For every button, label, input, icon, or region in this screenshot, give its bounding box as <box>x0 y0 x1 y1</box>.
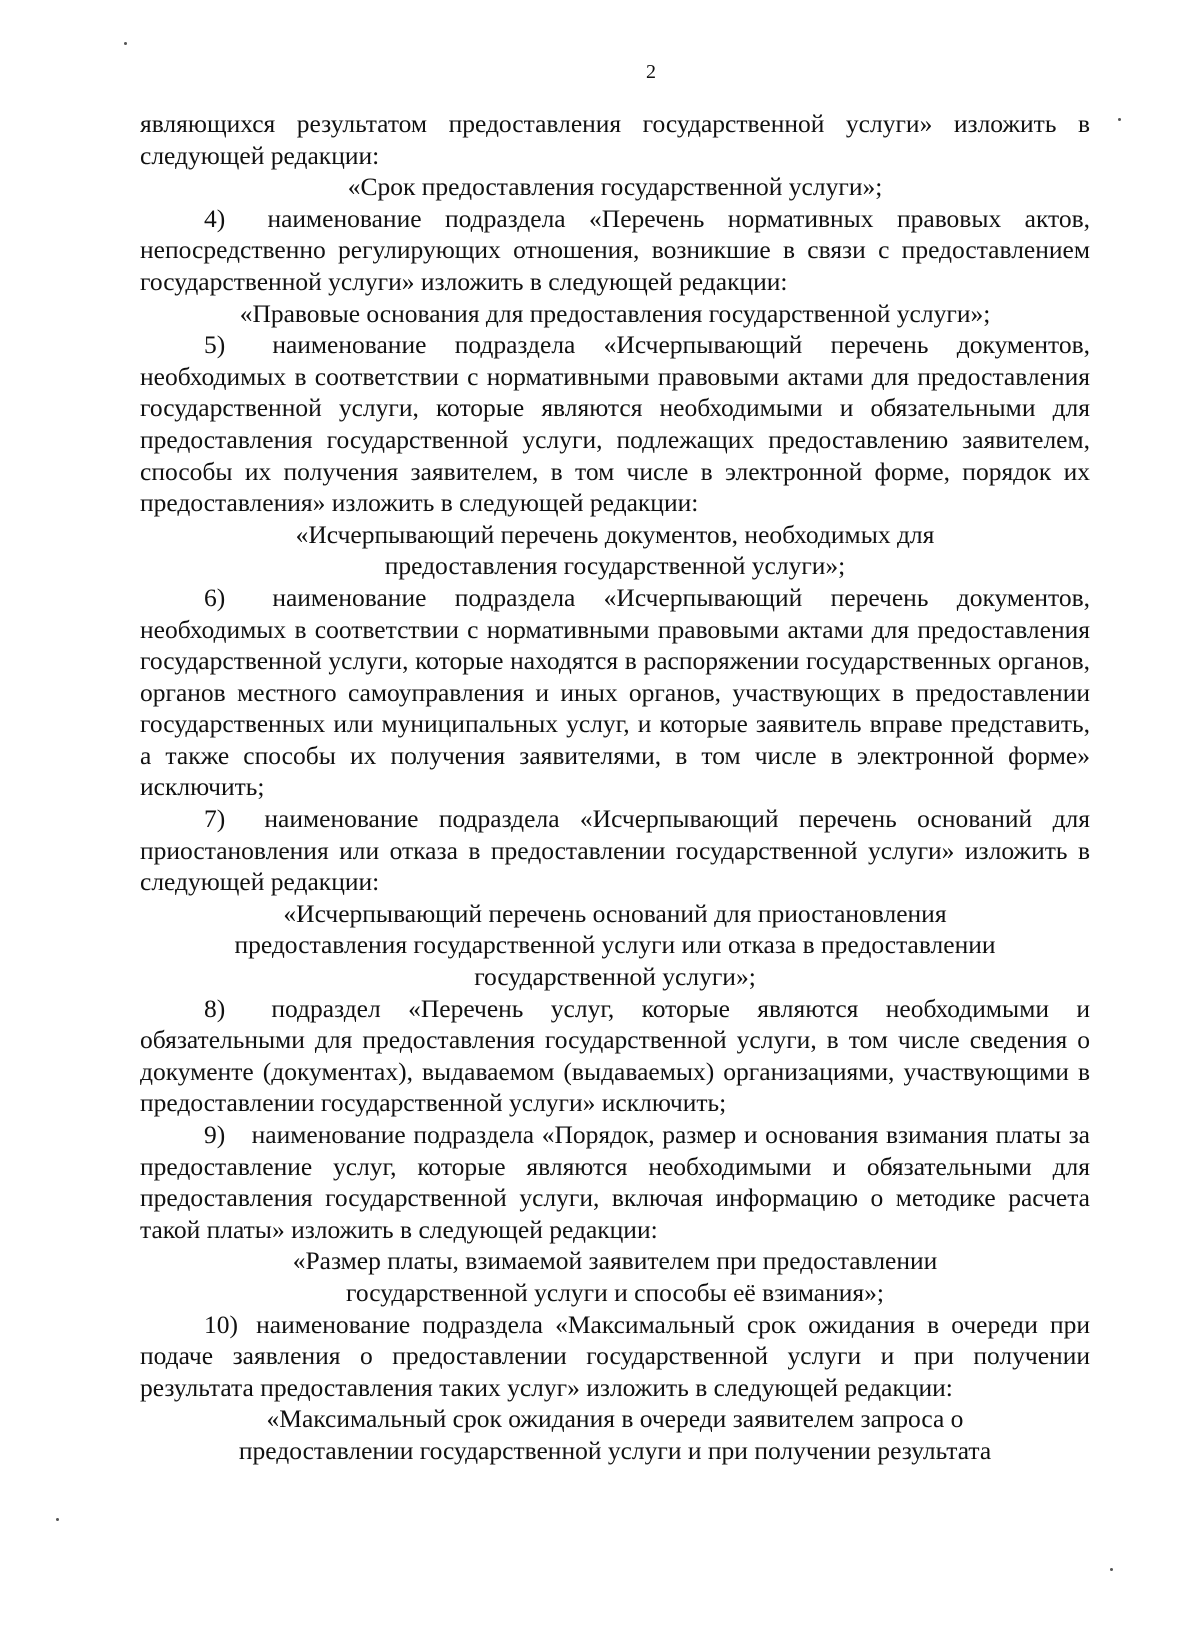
list-item <box>140 993 1090 1119</box>
scan-speck <box>56 1518 59 1521</box>
list-item <box>140 329 1090 519</box>
list-item <box>140 582 1090 803</box>
document-body <box>140 108 1090 1467</box>
list-item <box>140 1119 1090 1245</box>
section-heading <box>140 171 1090 203</box>
list-item-number: 7) <box>204 804 226 834</box>
paragraph-text: наименование подраздела «Исчерпывающий перечень документов, необходимых в соответствии с нормативными правовыми актами для предоставления государственной услуги, которые находятся в распоряжении государственных органов, органов местного самоуправления и иных органов, участвующих в предоставлении государственных или муниципальных услуг, и которые заявитель вправе представить, а также способы их получения заявителями, в том числе в электронной форме» исключить; <box>140 582 1090 802</box>
list-item-number: 8) <box>204 993 226 1023</box>
list-item-number: 4) <box>204 203 226 233</box>
heading-line: «Срок предоставления государственной услуги»; <box>347 172 883 202</box>
list-item-number: 9) <box>204 1120 226 1149</box>
heading-line: «Максимальный срок ожидания в очереди заявителем запроса о <box>266 1404 964 1434</box>
section-heading <box>140 519 1090 582</box>
section-heading <box>140 298 1090 330</box>
paragraph-text: являющихся результатом предоставления государственной услуги» изложить в следующей редакции: <box>140 109 1090 170</box>
page-number: 2 <box>646 61 656 83</box>
heading-line: государственной услуги»; <box>474 962 756 992</box>
heading-line: государственной услуги и способы её взимания»; <box>346 1277 884 1307</box>
document-page <box>140 58 1090 1467</box>
heading-line: «Исчерпывающий перечень оснований для приостановления <box>283 898 947 928</box>
heading-line: предоставления государственной услуги или отказа в предоставлении <box>234 930 996 960</box>
heading-line: предоставлении государственной услуги и при получении результата <box>238 1435 992 1465</box>
heading-line: «Правовые основания для предоставления государственной услуги»; <box>239 298 991 328</box>
paragraph-text: подраздел «Перечень услуг, которые являются необходимыми и обязательными для предоставления государственной услуги, в том числе сведения о документе (документах), выдаваемом (выдаваемых) организациями, участвующими в предоставлении государственной услуги» исключить; <box>140 993 1090 1118</box>
scan-speck <box>124 42 127 45</box>
list-item <box>140 203 1090 298</box>
section-heading <box>140 1245 1090 1308</box>
section-heading <box>140 898 1090 993</box>
scan-speck <box>1118 118 1121 121</box>
heading-line: «Исчерпывающий перечень документов, необходимых для <box>295 519 935 549</box>
heading-line: предоставления государственной услуги»; <box>384 551 846 581</box>
list-item-number: 5) <box>204 330 226 360</box>
paragraph <box>140 108 1090 171</box>
paragraph-text: наименование подраздела «Исчерпывающий перечень документов, необходимых в соответствии с нормативными правовыми актами для предоставления государственной услуги, которые являются необходимыми и обязательными для предоставления государственной услуги, подлежащих предоставлению заявителем, способы их получения заявителем, в том числе в электронной форме, порядок их предоставления» изложить в следующей редакции: <box>140 330 1090 518</box>
list-item <box>140 803 1090 898</box>
paragraph-text: наименование подраздела «Перечень нормативных правовых актов, непосредственно регулирующих отношения, возникшие в связи с предоставлением государственной услуги» изложить в следующей редакции: <box>140 203 1091 296</box>
paragraph-text: наименование подраздела «Исчерпывающий перечень оснований для приостановления или отказа в предоставлении государственной услуги» изложить в следующей редакции: <box>140 804 1091 897</box>
scan-speck <box>1110 1568 1113 1571</box>
list-item-number: 6) <box>204 582 226 612</box>
paragraph-text: наименование подраздела «Порядок, размер и основания взимания платы за предоставление услуг, которые являются необходимыми и обязательными для предоставления государственной услуги, включая информацию о методике расчета такой платы» изложить в следующей редакции: <box>140 1120 1091 1244</box>
heading-line: «Размер платы, взимаемой заявителем при предоставлении <box>292 1246 938 1276</box>
paragraph-text: наименование подраздела «Максимальный срок ожидания в очереди при подаче заявления о предоставлении государственной услуги и при получении результата предоставления таких услуг» изложить в следующей редакции: <box>140 1309 1091 1402</box>
list-item <box>140 1309 1090 1404</box>
list-item-number: 10) <box>204 1309 238 1339</box>
section-heading <box>140 1403 1090 1466</box>
